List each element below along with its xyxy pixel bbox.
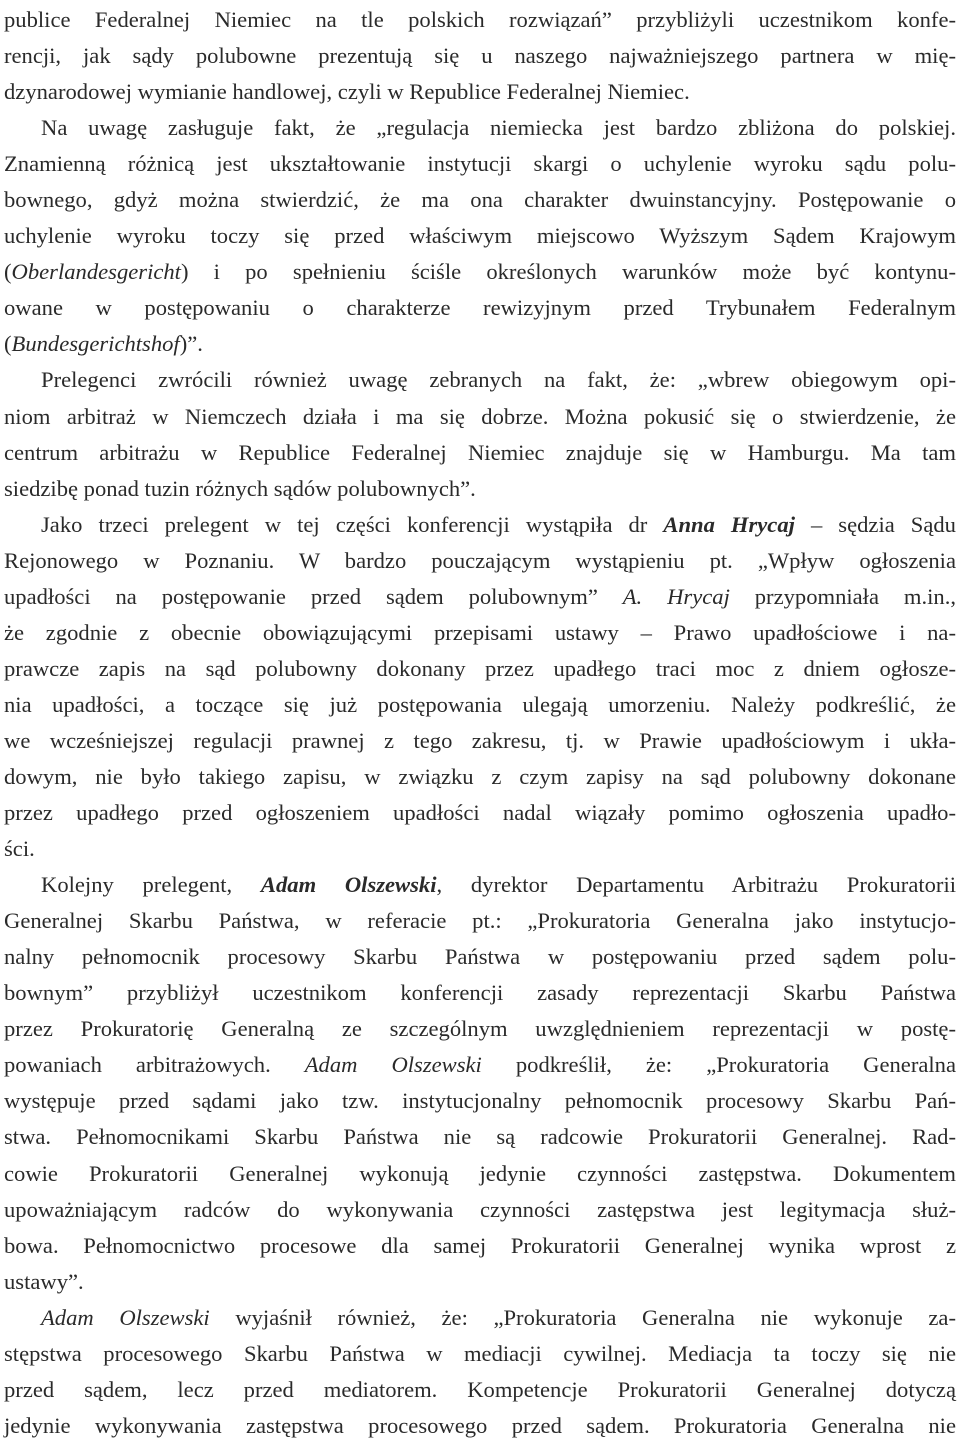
text-segment: Kolejny prelegent, <box>41 872 261 898</box>
text-segment: przez Prokuratorię Generalną ze szczególnym uwzględnieniem reprezentacji w postę- <box>4 1016 956 1042</box>
text-segment: publice Federalnej Niemiec na tle polskich rozwiązań” przybliżyli uczestnikom konfe- <box>4 7 956 32</box>
text-line <box>4 1156 956 1192</box>
text-segment: wyjaśnił również, że: „Prokuratoria Generalna nie wykonuje za- <box>209 1304 956 1330</box>
text-line <box>4 326 956 362</box>
document-body-text <box>4 2 956 1444</box>
text-segment: nia upadłości, a toczące się już postępowania ulegają umorzeniu. Należy podkreślić, że <box>4 691 956 717</box>
text-segment: ustawy”. <box>4 1268 84 1294</box>
text-line <box>4 759 956 795</box>
text-segment: niom arbitraż w Niemczech działa i ma się dobrze. Można pokusić się o stwierdzenie, że <box>4 403 956 429</box>
text-segment: podkreślił, że: „Prokuratoria Generalna <box>481 1052 956 1078</box>
text-line <box>4 1372 956 1408</box>
emphasized-text: Adam Olszewski <box>304 1052 482 1078</box>
text-segment: siedzibę ponad tuzin różnych sądów polubownych”. <box>4 475 476 501</box>
text-line <box>4 975 956 1011</box>
text-segment: uchylenie wyroku toczy się przed właściwym miejscowo Wyższym Sądem Krajowym <box>4 223 956 249</box>
text-line <box>4 507 956 543</box>
text-line <box>4 1408 956 1444</box>
text-line <box>4 1192 956 1228</box>
text-segment: nalny pełnomocnik procesowy Skarbu Państwa w postępowaniu przed sądem polu- <box>4 944 956 970</box>
text-segment: Prelegenci zwrócili również uwagę zebranych na fakt, że: „wbrew obiegowym opi- <box>41 367 956 393</box>
text-line <box>4 2 956 38</box>
text-line <box>4 579 956 615</box>
text-segment: że zgodnie z obecnie obowiązującymi przepisami ustawy – Prawo upadłościowe i na- <box>4 619 956 645</box>
text-segment: rencji, jak sądy polubowne prezentują się u naszego najważniejszego partnera w mię- <box>4 43 956 69</box>
text-line <box>4 543 956 579</box>
text-segment: przypomniała m.in., <box>729 583 956 609</box>
text-segment: Jako trzeci prelegent w tej części konferencji wystąpiła dr <box>41 511 664 537</box>
text-line <box>4 110 956 146</box>
text-line <box>4 1011 956 1047</box>
text-line <box>4 1083 956 1119</box>
text-line <box>4 74 956 110</box>
text-segment: bowa. Pełnomocnictwo procesowe dla samej Prokuratorii Generalnej wynika wprost z <box>4 1232 956 1258</box>
text-line <box>4 687 956 723</box>
text-segment: powaniach arbitrażowych. <box>4 1052 305 1078</box>
text-line <box>4 795 956 831</box>
text-line <box>4 1264 956 1300</box>
text-line <box>4 1228 956 1264</box>
emphasized-text: Bundesgerichtshof <box>11 331 180 357</box>
text-segment: stwa. Pełnomocnikami Skarbu Państwa nie są radcowie Prokuratorii Generalnej. Rad- <box>4 1124 956 1150</box>
text-line <box>4 1300 956 1336</box>
text-segment: bownym” przybliżył uczestnikom konferencji zasady reprezentacji Skarbu Państwa <box>4 980 956 1006</box>
emphasized-text: Adam Olszewski <box>41 1304 210 1330</box>
text-line <box>4 435 956 471</box>
text-segment: Rejonowego w Poznaniu. W bardzo pouczającym wystąpieniu pt. „Wpływ ogłoszenia <box>4 547 956 573</box>
text-line <box>4 362 956 398</box>
text-line <box>4 651 956 687</box>
text-segment: ) i po spełnieniu ściśle określonych warunków może być kontynu- <box>180 259 956 285</box>
emphasized-text: A. Hrycaj <box>622 583 730 609</box>
text-segment: cowie Prokuratorii Generalnej wykonują jedynie czynności zastępstwa. Dokumentem <box>4 1160 956 1186</box>
text-segment: centrum arbitrażu w Republice Federalnej Niemiec znajduje się w Hamburgu. Ma tam <box>4 439 956 465</box>
text-segment: stępstwa procesowego Skarbu Państwa w mediacji cywilnej. Mediacja ta toczy się nie <box>4 1340 956 1366</box>
text-segment: , dyrektor Departamentu Arbitrażu Prokuratorii <box>436 872 956 898</box>
text-segment: upadłości na postępowanie przed sądem polubownym” <box>4 583 623 609</box>
text-line <box>4 399 956 435</box>
text-line <box>4 867 956 903</box>
text-segment: Znamienną różnicą jest ukształtowanie instytucji skargi o uchylenie wyroku sądu polu- <box>4 151 956 177</box>
text-segment: )”. <box>179 331 203 357</box>
text-segment: ( <box>4 331 12 357</box>
text-line <box>4 290 956 326</box>
text-line <box>4 939 956 975</box>
text-segment: owane w postępowaniu o charakterze rewizyjnym przed Trybunałem Federalnym <box>4 295 956 321</box>
text-line <box>4 38 956 74</box>
text-line <box>4 218 956 254</box>
text-line <box>4 903 956 939</box>
text-segment: – sędzia Sądu <box>794 511 956 537</box>
text-segment: Generalnej Skarbu Państwa, w referacie pt.: „Prokuratoria Generalna jako instytucjo- <box>4 908 956 934</box>
emphasized-text: Anna Hrycaj <box>663 511 795 537</box>
text-line <box>4 254 956 290</box>
emphasized-text: Oberlandesgericht <box>11 259 181 285</box>
text-segment: upoważniającym radców do wykonywania czynności zastępstwa jest legitymacja służ- <box>4 1196 956 1222</box>
text-line <box>4 723 956 759</box>
text-line <box>4 182 956 218</box>
text-segment: ści. <box>4 836 35 862</box>
text-line <box>4 615 956 651</box>
text-line <box>4 471 956 507</box>
text-segment: przez upadłego przed ogłoszeniem upadłości nadal wiązały pomimo ogłoszenia upadło- <box>4 800 956 826</box>
text-segment: występuje przed sądami jako tzw. instytucjonalny pełnomocnik procesowy Skarbu Pań- <box>4 1088 956 1114</box>
text-segment: przed sądem, lecz przed mediatorem. Kompetencje Prokuratorii Generalnej dotyczą <box>4 1376 956 1402</box>
text-segment: Na uwagę zasługuje fakt, że „regulacja niemiecka jest bardzo zbliżona do polskiej. <box>41 115 956 141</box>
text-segment: bownego, gdyż można stwierdzić, że ma ona charakter dwuinstancyjny. Postępowanie o <box>4 187 956 213</box>
text-segment: we wcześniejszej regulacji prawnej z tego zakresu, tj. w Prawie upadłościowym i ukła- <box>4 727 956 753</box>
text-line <box>4 1047 956 1083</box>
text-line <box>4 831 956 867</box>
emphasized-text: Adam Olszewski <box>260 872 437 898</box>
text-line <box>4 1336 956 1372</box>
text-segment: prawcze zapis na sąd polubowny dokonany przez upadłego traci moc z dniem ogłosze- <box>4 655 956 681</box>
text-line <box>4 1119 956 1155</box>
text-segment: dzynarodowej wymianie handlowej, czyli w Republice Federalnej Niemiec. <box>4 79 690 105</box>
text-line <box>4 146 956 182</box>
text-segment: dowym, nie było takiego zapisu, w związku z czym zapisy na sąd polubowny dokonane <box>4 763 956 789</box>
text-segment: ( <box>4 259 12 285</box>
text-segment: jedynie wykonywania zastępstwa procesowego przed sądem. Prokuratoria Generalna nie <box>4 1412 956 1438</box>
